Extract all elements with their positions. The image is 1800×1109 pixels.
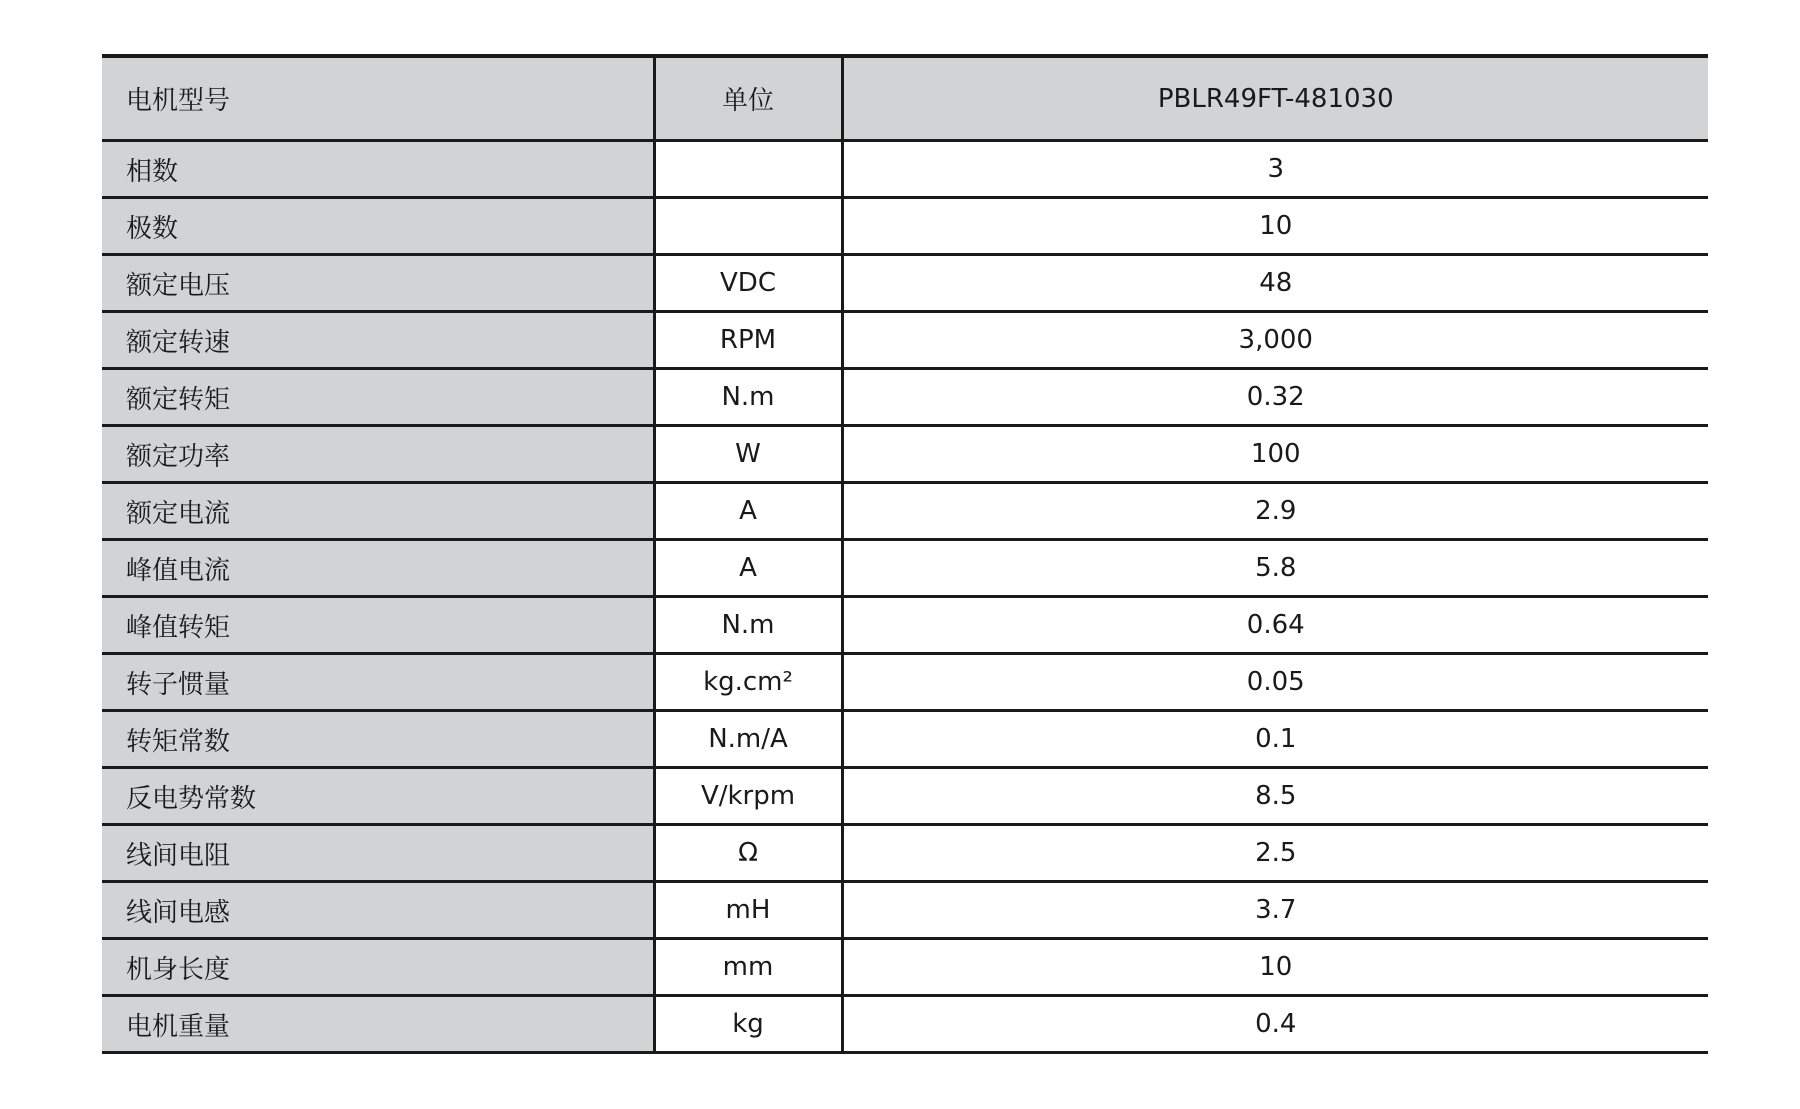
- table-row: [102, 540, 1708, 597]
- table-body: [102, 141, 1708, 1053]
- table-row: [102, 312, 1708, 369]
- param-value: 10: [842, 939, 1708, 996]
- param-value: 100: [842, 426, 1708, 483]
- param-value: 0.05: [842, 654, 1708, 711]
- param-unit: N.m: [654, 597, 842, 654]
- param-unit: A: [654, 540, 842, 597]
- table-row: [102, 711, 1708, 768]
- param-value: 0.4: [842, 996, 1708, 1053]
- param-name: 额定功率: [102, 426, 654, 483]
- header-unit: 单位: [654, 56, 842, 141]
- param-value: 2.9: [842, 483, 1708, 540]
- param-name: 额定转矩: [102, 369, 654, 426]
- param-unit: kg.cm²: [654, 654, 842, 711]
- param-unit: A: [654, 483, 842, 540]
- table-row: [102, 141, 1708, 198]
- table-row: [102, 825, 1708, 882]
- param-unit: N.m/A: [654, 711, 842, 768]
- param-name: 峰值转矩: [102, 597, 654, 654]
- param-name: 转子惯量: [102, 654, 654, 711]
- param-unit: VDC: [654, 255, 842, 312]
- param-value: 2.5: [842, 825, 1708, 882]
- param-value: 3.7: [842, 882, 1708, 939]
- param-unit: [654, 141, 842, 198]
- table-row: [102, 882, 1708, 939]
- table-row: [102, 198, 1708, 255]
- table-row: [102, 255, 1708, 312]
- param-value: 48: [842, 255, 1708, 312]
- param-name: 反电势常数: [102, 768, 654, 825]
- param-value: 3,000: [842, 312, 1708, 369]
- param-value: 10: [842, 198, 1708, 255]
- param-name: 线间电阻: [102, 825, 654, 882]
- table-row: [102, 939, 1708, 996]
- header-motor-model: 电机型号: [102, 56, 654, 141]
- table-row: [102, 768, 1708, 825]
- param-name: 峰值电流: [102, 540, 654, 597]
- param-value: 0.32: [842, 369, 1708, 426]
- param-unit: RPM: [654, 312, 842, 369]
- param-name: 相数: [102, 141, 654, 198]
- param-name: 额定电压: [102, 255, 654, 312]
- param-name: 极数: [102, 198, 654, 255]
- param-name: 机身长度: [102, 939, 654, 996]
- table-row: [102, 654, 1708, 711]
- param-unit: V/krpm: [654, 768, 842, 825]
- table-header-row: [102, 56, 1708, 141]
- param-value: 3: [842, 141, 1708, 198]
- table-row: [102, 426, 1708, 483]
- param-value: 0.1: [842, 711, 1708, 768]
- param-value: 0.64: [842, 597, 1708, 654]
- table-row: [102, 597, 1708, 654]
- table-row: [102, 996, 1708, 1053]
- table-row: [102, 369, 1708, 426]
- param-unit: mm: [654, 939, 842, 996]
- param-name: 电机重量: [102, 996, 654, 1053]
- param-unit: mH: [654, 882, 842, 939]
- param-name: 额定电流: [102, 483, 654, 540]
- param-name: 转矩常数: [102, 711, 654, 768]
- param-unit: W: [654, 426, 842, 483]
- header-model-number: PBLR49FT-481030: [842, 56, 1708, 141]
- table-row: [102, 483, 1708, 540]
- param-value: 8.5: [842, 768, 1708, 825]
- param-unit: N.m: [654, 369, 842, 426]
- param-name: 线间电感: [102, 882, 654, 939]
- motor-spec-table: [102, 54, 1708, 1054]
- param-value: 5.8: [842, 540, 1708, 597]
- param-unit: [654, 198, 842, 255]
- param-unit: kg: [654, 996, 842, 1053]
- param-unit: Ω: [654, 825, 842, 882]
- param-name: 额定转速: [102, 312, 654, 369]
